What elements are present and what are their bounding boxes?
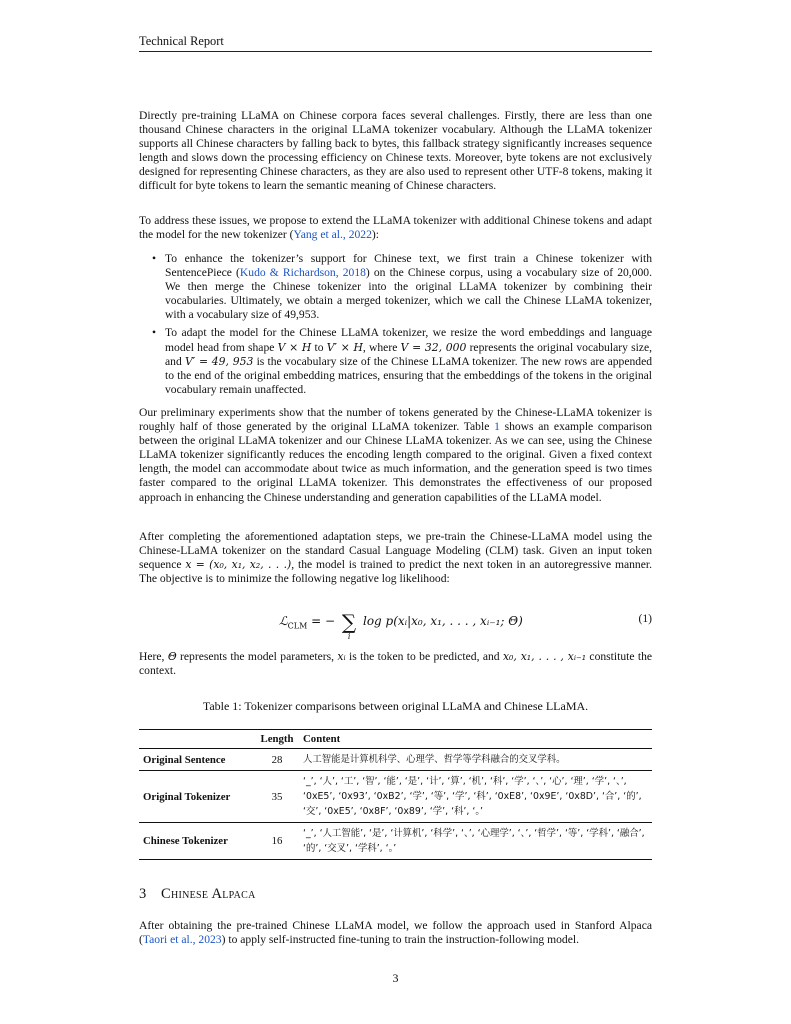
bullet-icon: • [152,326,157,340]
math-inline: xᵢ [337,650,346,663]
summation-symbol [341,610,357,641]
row-label: Original Sentence [143,753,226,766]
paragraph-text: Directly pre-training LLaMA on Chinese corpora faces several challenges. Firstly, there are less than one thousand Chinese characters in the original LLaMA tokenizer vocabulary. Although the LLaMA tokenizer supports all Chinese characters by falling back to bytes, this fallback strategy significantly increases sequence length and slows down the processing efficiency on Chinese texts. Moreover, byte tokens are not exclusively designed for representing Chinese characters, as they are also used to represent other UTF-8 tokens, making it difficult for byte tokens to learn the semantic meaning of Chinese characters. [139,109,652,193]
text: To adapt the model for the Chinese LLaMA tokenizer, we resize the word embeddings and language model head from shape [165,326,652,354]
text: ) to apply self-instructed fine-tuning to train the instruction-following model. [221,933,579,947]
page-number: 3 [392,971,399,985]
row-content: ‘_’, ‘人’, ‘工’, ‘智’, ‘能’, ‘是’, ‘计’, ‘算’, ‘机’, ‘科’, ‘学’, ‘、’, ‘心’, ‘理’, ‘学’, ‘、’, ‘0xE5’, ‘0x93’, ‘0xB2’, ‘学’, ‘等’, ‘学’, ‘科’, ‘0xE8’, ‘0x9E’, ‘0x8D’, ‘合’, ‘的’, ‘交’, ‘0xE5’, ‘0x8F’, ‘0x89’, ‘学’, ‘科’, ‘。’ [303,776,642,817]
text: To address these issues, we propose to extend the LLaMA tokenizer with additional Chinese tokens and adapt the model for the new tokenizer ( [139,214,652,242]
text: , the model is trained to predict the next token in an autoregressive manner. The objective is to minimize the following negative log likelihood: [139,558,652,586]
math-inline: V′ = 49, 953 [184,354,254,368]
paragraph-address-issues [139,214,652,242]
text: is the token to be predicted, and [349,650,500,663]
text: To enhance the tokenizer’s support for Chinese text, we first train a Chinese tokenizer with SentencePiece ( [165,252,652,280]
row-length: 28 [271,753,283,766]
math-inline: x = (x₀, x₁, x₂, . . .) [185,558,292,572]
text: constitute the context. [139,650,653,678]
text: represents the model parameters, [180,650,335,663]
paragraph-alpaca [139,919,652,947]
text: represents the original vocabulary size, and [165,340,652,368]
table-row [139,771,652,823]
math-inline: Θ [167,650,177,663]
equation-rhs: log p(xᵢ|x₀, x₁, . . . , xᵢ₋₁; Θ) [362,614,523,628]
table-row [139,823,652,860]
tokenizer-comparison-table [139,729,652,860]
row-label: Chinese Tokenizer [143,835,228,847]
row-length: 35 [271,790,283,803]
running-head: Technical Report [139,34,652,52]
citation-link[interactable]: Taori et al., 2023 [142,933,222,947]
equation-number: (1) [638,612,652,625]
summation-index: i [347,632,351,641]
header-cell-length: Length [260,733,294,745]
paragraph-byte-fallback [139,109,652,194]
section-number: 3 [139,886,147,902]
text: After completing the aforementioned adaptation steps, we pre-train the Chinese-LLaMA model using the Chinese-LLaMA tokenizer on the standard Casual Language Modeling (CLM) task. Given an input token sequence [139,530,652,572]
equation-lhs: ℒ [279,614,288,628]
text: Our preliminary experiments show that the number of tokens generated by the Chinese-LLaMA tokenizer is roughly half of those generated by the original LLaMA tokenizer. Table [139,406,652,434]
table-row [139,749,652,771]
row-length: 16 [271,835,283,847]
table-reference-link[interactable]: 1 [494,420,500,434]
paragraph-pretraining [139,530,652,586]
row-content: 人工智能是计算机科学、心理学、哲学等学科融合的交叉学科。 [303,754,566,765]
bullet-item [139,326,652,396]
table-header-row [139,730,652,749]
math-inline: V × H [277,340,312,354]
citation-link[interactable]: Kudo & Richardson, 2018 [239,266,366,280]
text: After obtaining the pre-trained Chinese LLaMA model, we follow the approach used in Stanford Alpaca ( [139,919,652,947]
math-inline: V′ × H [326,340,363,354]
citation-link[interactable]: Yang et al., 2022 [293,228,372,242]
equation-body [279,610,523,641]
bullet-icon: • [152,252,157,265]
text: is the vocabulary size of the Chinese LLaMA tokenizer. The new rows are appended to the end of the original embedding matrices, ensuring that the embeddings of the tokens in the original vocabulary remain unaffected. [165,354,653,396]
bullet-item [139,252,652,322]
text: to [314,340,324,354]
text: , where [362,340,398,354]
text: Here, [139,650,165,663]
text: ): [371,228,379,242]
section-heading [139,886,256,903]
summation-glyph: ∑ [341,610,357,634]
paragraph-parameters [139,650,652,678]
math-inline: x₀, x₁, . . . , xᵢ₋₁ [502,650,587,663]
text: ) on the Chinese corpus, using a vocabulary size of 20,000. We then merge the Chinese tokenizer into the original LLaMA tokenizer by combining their vocabularies. Ultimately, we obtain a merged tokenizer, which we call the Chinese LLaMA tokenizer, with a vocabulary size of 49,953. [165,266,652,322]
header-cell [139,730,255,749]
row-content: ‘_’, ‘人工智能’, ‘是’, ‘计算机’, ‘科学’, ‘、’, ‘心理学’, ‘、’, ‘哲学’, ‘等’, ‘学科’, ‘融合’, ‘的’, ‘交叉’, ‘学科’, ‘。’ [303,828,645,854]
bullet-list [139,252,652,397]
paragraph-preliminary-experiments [139,406,652,505]
row-label: Original Tokenizer [143,790,231,803]
equation-clm-loss [139,606,652,641]
math-inline: V = 32, 000 [400,340,467,354]
section-title: Chinese Alpaca [161,886,256,902]
text: shows an example comparison between the original LLaMA tokenizer and our Chinese LLaMA tokenizer. As we can see, using the Chinese LLaMA tokenizer significantly reduces the encoding length compared to the original. Given a fixed context length, the model can accommodate about twice as much information, and the generation speed is two times faster compared to the original LLaMA tokenizer. This demonstrates the effectiveness of our proposed approach in enhancing the Chinese understanding and generation capabilities of the LLaMA model. [139,420,653,504]
equation-lhs-subscript: CLM [287,621,308,631]
header-cell-content: Content [303,733,341,745]
table-caption: Table 1: Tokenizer comparisons between original LLaMA and Chinese LLaMA. [202,699,589,713]
equation-operator: = − [311,614,336,628]
